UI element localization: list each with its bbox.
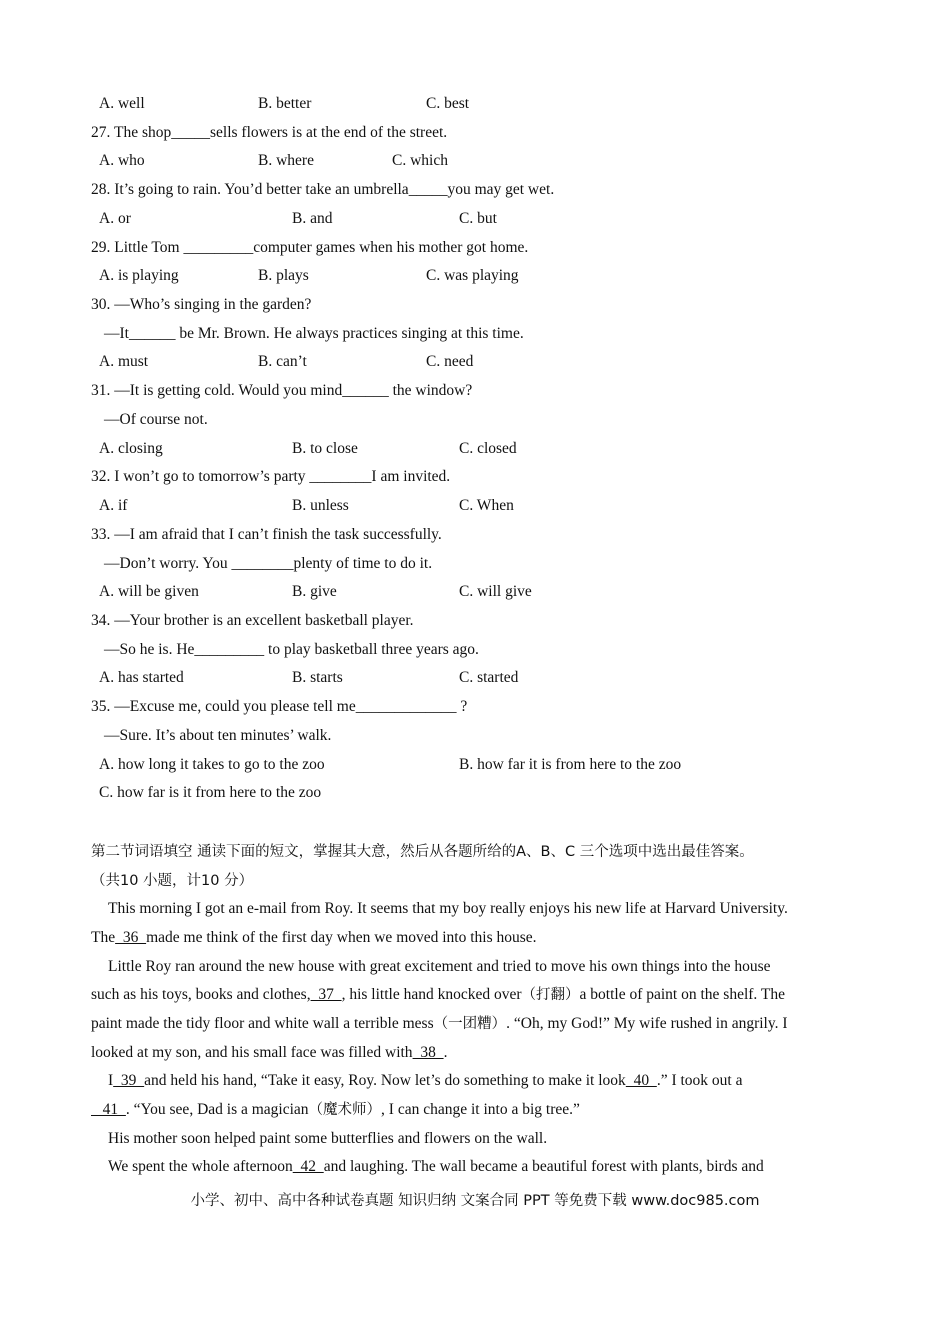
question-stem: 35. —Excuse me, could you please tell me_____________ ? bbox=[91, 698, 468, 715]
option-b: B. plays bbox=[258, 267, 309, 284]
question-stem: 28. It’s going to rain. You’d better take an umbrella_____you may get wet. bbox=[91, 181, 555, 198]
option-b: B. how far it is from here to the zoo bbox=[459, 756, 682, 773]
option-a: A. who bbox=[99, 152, 145, 169]
blank-39: 39 bbox=[113, 1072, 145, 1089]
question-stem: 27. The shop_____sells flowers is at the end of the street. bbox=[91, 124, 448, 141]
passage-text: . bbox=[443, 1044, 448, 1061]
passage-text: The bbox=[91, 929, 116, 946]
passage-text: . “Oh, my God!” My wife rushed in angrily. I bbox=[506, 1015, 788, 1032]
passage-line bbox=[91, 1043, 447, 1063]
passage-line bbox=[108, 1071, 742, 1091]
option-c: C. how far is it from here to the zoo bbox=[99, 784, 322, 801]
option-a: A. has started bbox=[99, 669, 184, 686]
passage-text: and laughing. The wall became a beautiful forest with plants, birds and bbox=[323, 1158, 764, 1175]
dialogue-reply: —So he is. He_________ to play basketball three years ago. bbox=[104, 641, 479, 658]
passage-text: , I can change it into a big tree.” bbox=[381, 1101, 580, 1118]
passage-line bbox=[91, 985, 785, 1005]
blank-38: 38 bbox=[412, 1044, 444, 1061]
dialogue-reply: —Of course not. bbox=[104, 411, 208, 428]
chinese-gloss: （魔术师） bbox=[308, 1102, 382, 1118]
option-a: A. closing bbox=[99, 440, 163, 457]
option-c: C. best bbox=[426, 95, 470, 112]
option-c: C. will give bbox=[459, 583, 532, 600]
passage-text: I bbox=[108, 1072, 114, 1089]
option-c: C. When bbox=[459, 497, 514, 514]
section-heading: 第二节词语填空 通读下面的短文，掌握其大意，然后从各题所给的A、B、C 三个选项中选出最佳答案。 bbox=[91, 844, 754, 860]
option-a: A. how long it takes to go to the zoo bbox=[99, 756, 325, 773]
question-stem: 32. I won’t go to tomorrow’s party ________I am invited. bbox=[91, 468, 451, 485]
option-c: C. which bbox=[392, 152, 448, 169]
option-a: A. is playing bbox=[99, 267, 179, 284]
passage-text: We spent the whole afternoon bbox=[108, 1158, 293, 1175]
option-b: B. starts bbox=[292, 669, 343, 686]
question-stem: 29. Little Tom _________computer games when his mother got home. bbox=[91, 239, 529, 256]
option-b: B. to close bbox=[292, 440, 358, 457]
option-b: B. and bbox=[292, 210, 333, 227]
dialogue-reply: —Sure. It’s about ten minutes’ walk. bbox=[104, 727, 332, 744]
passage-line bbox=[91, 1014, 788, 1034]
question-stem: 30. —Who’s singing in the garden? bbox=[91, 296, 312, 313]
option-b: B. give bbox=[292, 583, 337, 600]
blank-41: 41 bbox=[91, 1101, 126, 1118]
option-a: A. will be given bbox=[99, 583, 199, 600]
chinese-gloss: （打翻） bbox=[521, 987, 580, 1003]
option-b: B. better bbox=[258, 95, 312, 112]
passage-line: His mother soon helped paint some butterflies and flowers on the wall. bbox=[108, 1130, 548, 1147]
option-a: A. if bbox=[99, 497, 128, 514]
blank-37: 37 bbox=[310, 986, 342, 1003]
option-c: C. need bbox=[426, 353, 474, 370]
blank-42: 42 bbox=[292, 1158, 324, 1175]
passage-text: made me think of the first day when we moved into this house. bbox=[146, 929, 537, 946]
option-c: C. started bbox=[459, 669, 519, 686]
chinese-gloss: （一团糟） bbox=[433, 1016, 507, 1032]
passage-text: such as his toys, books and clothes, bbox=[91, 986, 311, 1003]
passage-text: , his little hand knocked over bbox=[341, 986, 522, 1003]
option-b: B. where bbox=[258, 152, 314, 169]
passage-line: Little Roy ran around the new house with great excitement and tried to move his own things into the house bbox=[108, 958, 771, 975]
passage-text: .” I took out a bbox=[656, 1072, 743, 1089]
passage-line bbox=[91, 928, 537, 948]
passage-line: This morning I got an e-mail from Roy. It seems that my boy really enjoys his new life at Harvard University. bbox=[108, 900, 788, 917]
option-a: A. or bbox=[99, 210, 131, 227]
question-stem: 33. —I am afraid that I can’t finish the task successfully. bbox=[91, 526, 442, 543]
option-c: C. but bbox=[459, 210, 497, 227]
passage-text: paint made the tidy floor and white wall a terrible mess bbox=[91, 1015, 434, 1032]
dialogue-reply: —Don’t worry. You ________plenty of time to do it. bbox=[104, 555, 433, 572]
option-c: C. was playing bbox=[426, 267, 519, 284]
blank-36: 36 bbox=[115, 929, 147, 946]
passage-text: looked at my son, and his small face was filled with bbox=[91, 1044, 413, 1061]
passage-line bbox=[91, 1100, 580, 1120]
section-subheading: （共10 小题，计10 分） bbox=[91, 873, 254, 889]
page-footer: 小学、初中、高中各种试卷真题 知识归纳 文案合同 PPT 等免费下载 www.doc985.com bbox=[190, 1193, 760, 1209]
passage-line bbox=[108, 1157, 764, 1177]
dialogue-reply: —It______ be Mr. Brown. He always practices singing at this time. bbox=[104, 325, 524, 342]
option-a: A. must bbox=[99, 353, 149, 370]
option-b: B. can’t bbox=[258, 353, 307, 370]
option-b: B. unless bbox=[292, 497, 349, 514]
question-stem: 34. —Your brother is an excellent basketball player. bbox=[91, 612, 414, 629]
passage-text: a bottle of paint on the shelf. The bbox=[579, 986, 785, 1003]
passage-text: . “You see, Dad is a magician bbox=[125, 1101, 309, 1118]
option-c: C. closed bbox=[459, 440, 517, 457]
passage-text: and held his hand, “Take it easy, Roy. Now let’s do something to make it look bbox=[144, 1072, 626, 1089]
option-a: A. well bbox=[99, 95, 145, 112]
question-stem: 31. —It is getting cold. Would you mind______ the window? bbox=[91, 382, 473, 399]
blank-40: 40 bbox=[625, 1072, 657, 1089]
